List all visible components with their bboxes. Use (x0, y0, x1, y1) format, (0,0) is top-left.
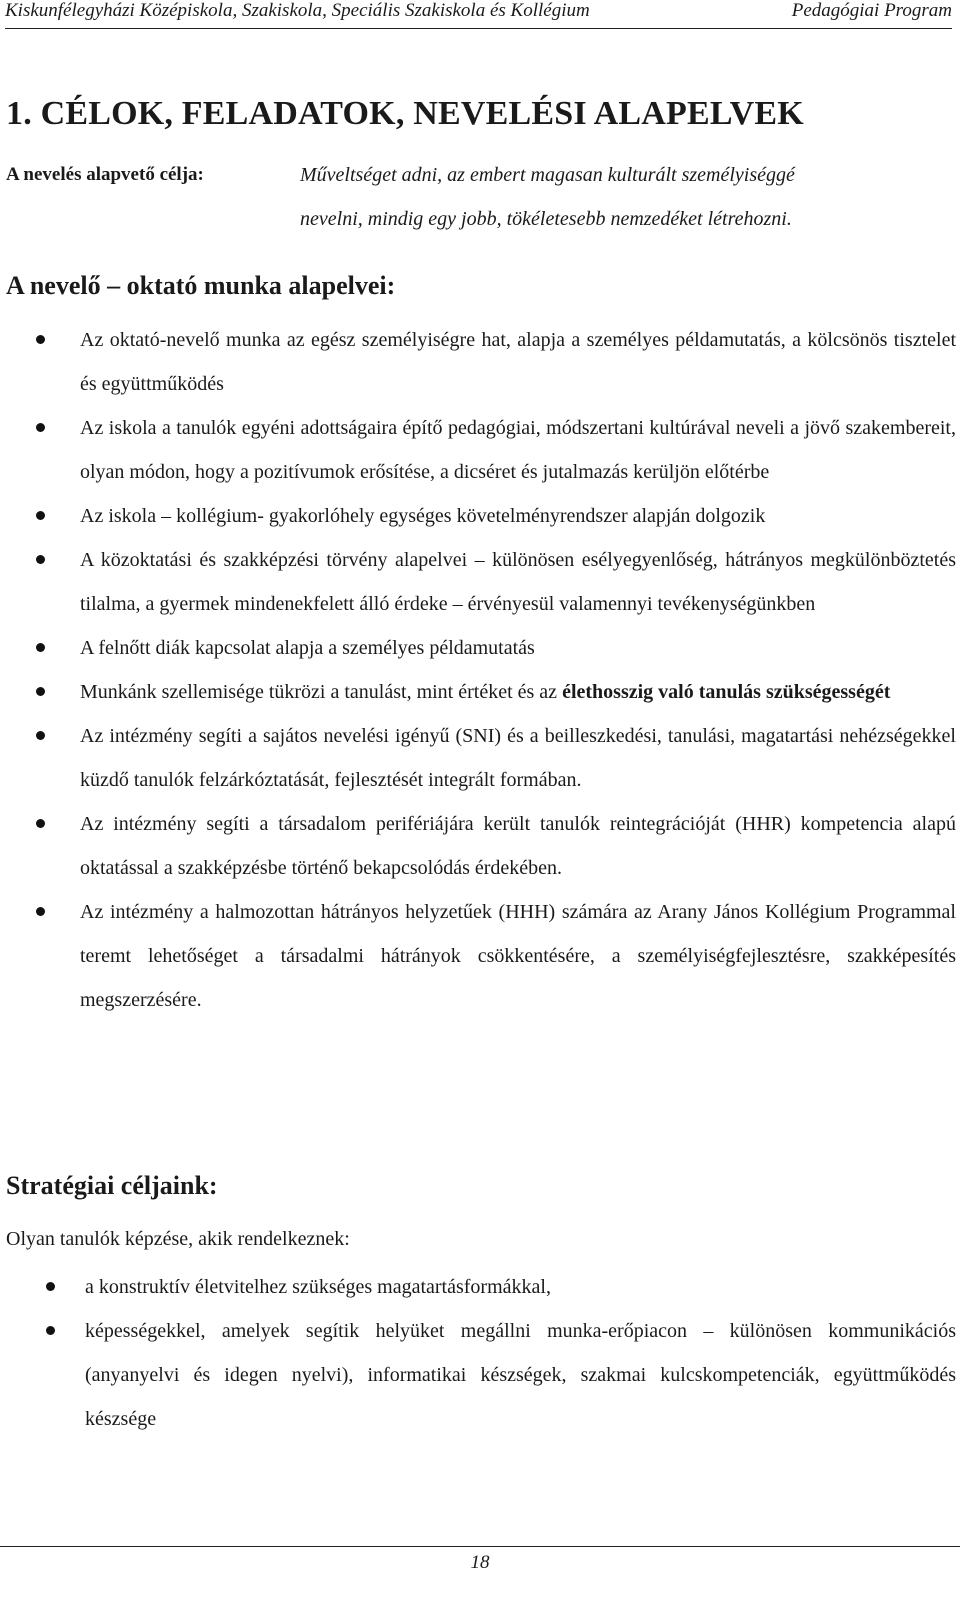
bullet-icon (36, 423, 45, 432)
list-item: a konstruktív életvitelhez szükséges magatartásformákkal, (0, 1265, 956, 1309)
bullet-icon (36, 511, 45, 520)
list-item: Az intézmény segíti a sajátos nevelési igényű (SNI) és a beilleszkedési, tanulási, magatartási nehézségekkel küzdő tanulók felzárkóztatását, fejlesztését integrált formában. (0, 714, 956, 802)
list-item: Az oktató-nevelő munka az egész személyiségre hat, alapja a személyes példamutatás, a kölcsönös tisztelet és együttműködés (0, 318, 956, 406)
list-item: Az intézmény a halmozottan hátrányos helyzetűek (HHH) számára az Arany János Kollégium Programmal teremt lehetőséget a társadalmi hátrányok csökkentésére, a személyiségfejlesztésre, szakképesítés megszerzésére. (0, 890, 956, 1022)
bullet-icon (36, 643, 45, 652)
goal-line-1: Műveltséget adni, az embert magasan kulturált személyiséggé (300, 164, 795, 186)
principles-list (0, 318, 956, 1022)
goal-label: A nevelés alapvető célja: (6, 164, 204, 185)
bullet-icon (36, 335, 45, 344)
bullet-icon (36, 907, 45, 916)
strategy-heading: Stratégiai céljaink: (6, 1171, 218, 1200)
strategy-list (0, 1265, 956, 1441)
list-item: Az iskola – kollégium- gyakorlóhely egységes követelményrendszer alapján dolgozik (0, 494, 956, 538)
bullet-icon (46, 1326, 55, 1335)
bullet-icon (36, 687, 45, 696)
bullet-icon (36, 819, 45, 828)
list-item: Az iskola a tanulók egyéni adottságaira építő pedagógiai, módszertani kultúrával neveli a jövő szakembereit, olyan módon, hogy a pozitívumok erősítése, a dicséret és jutalmazás kerüljön előtérbe (0, 406, 956, 494)
footer-rule (0, 1546, 960, 1547)
list-item: képességekkel, amelyek segítik helyüket megállni munka-erőpiacon – különösen kommunikációs (anyanyelvi és idegen nyelvi), informatikai készségek, szakmai kulcskompetenciák, együttműködés készsége (0, 1309, 956, 1441)
bullet-icon (36, 555, 45, 564)
list-item: Munkánk szellemisége tükrözi a tanulást, mint értéket és az élethosszig való tanulás szükségességét (0, 670, 956, 714)
header-doc-title: Pedagógiai Program (791, 0, 952, 21)
strategy-intro: Olyan tanulók képzése, akik rendelkeznek: (6, 1228, 350, 1250)
bullet-icon (36, 731, 45, 740)
page-number: 18 (470, 1552, 490, 1573)
page-header (5, 0, 952, 29)
emphasis-lifelong-learning: élethosszig való tanulás szükségességét (562, 681, 891, 703)
goal-line-2: nevelni, mindig egy jobb, tökéletesebb nemzedéket létrehozni. (300, 208, 792, 230)
principles-heading: A nevelő – oktató munka alapelvei: (6, 271, 396, 300)
list-item: Az intézmény segíti a társadalom perifériájára került tanulók reintegrációját (HHR) kompetencia alapú oktatással a szakképzésbe történő bekapcsolódás érdekében. (0, 802, 956, 890)
goal-text (300, 163, 955, 251)
list-item: A felnőtt diák kapcsolat alapja a személyes példamutatás (0, 626, 956, 670)
bullet-icon (46, 1282, 55, 1291)
header-institution: Kiskunfélegyházi Középiskola, Szakiskola, Speciális Szakiskola és Kollégium (5, 0, 590, 21)
section-title: 1. CÉLOK, FELADATOK, NEVELÉSI ALAPELVEK (6, 95, 804, 132)
list-item: A közoktatási és szakképzési törvény alapelvei – különösen esélyegyenlőség, hátrányos megkülönböztetés tilalma, a gyermek mindenekfelett álló érdeke – érvényesül valamennyi tevékenységünkben (0, 538, 956, 626)
